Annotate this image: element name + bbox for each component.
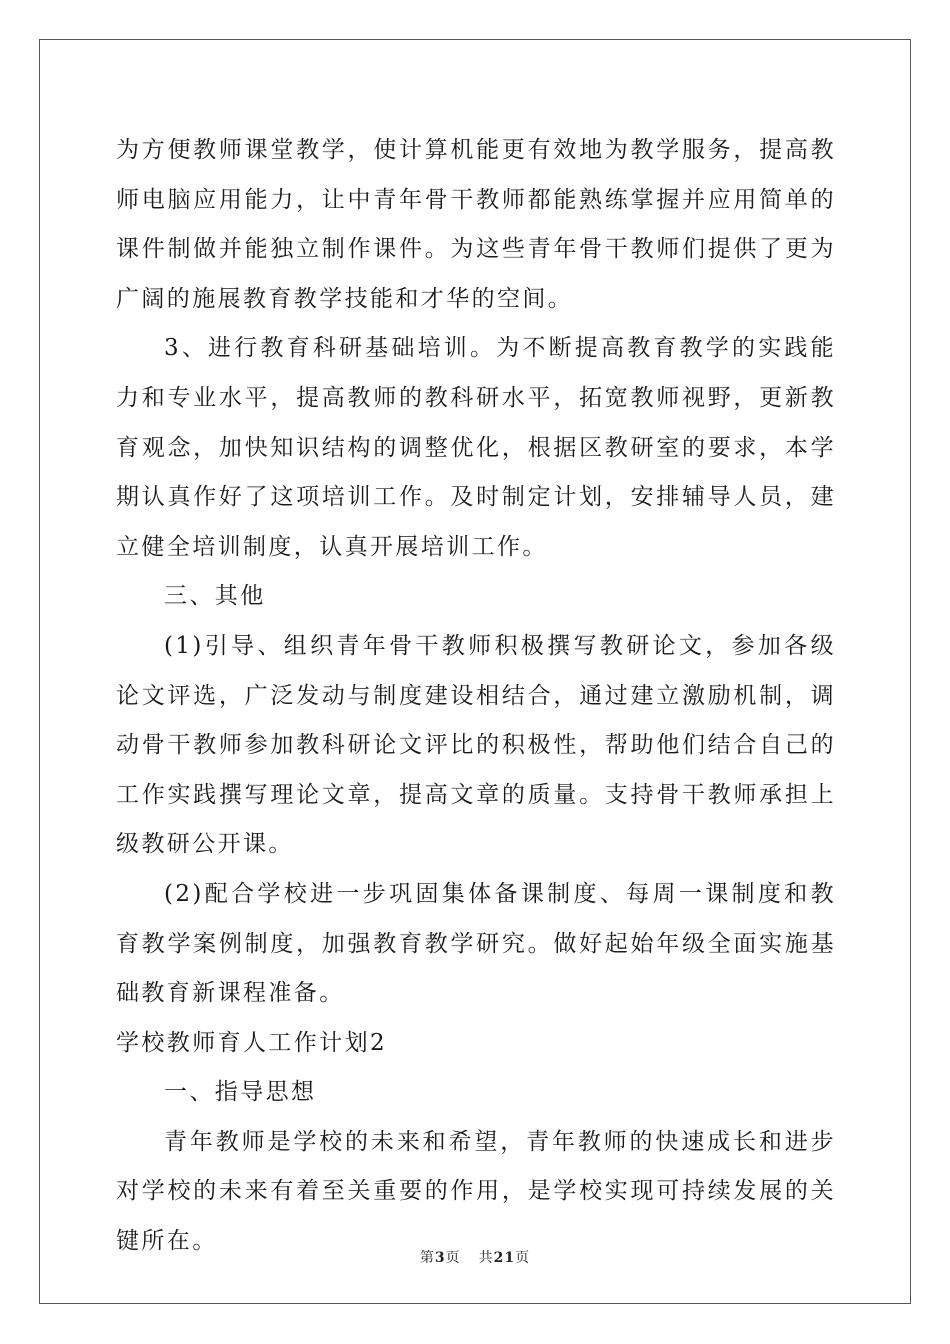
paragraph-item-1: (1)引导、组织青年骨干教师积极撰写教研论文，参加各级论文评选，广泛发动与制度建设相结合，通过建立激励机制，调动骨干教师参加教科研论文评比的积极性，帮助他们结合自己的工作实践撰写理论文章，提高文章的质量。支持骨干教师承担上级教研公开课。 <box>116 632 836 858</box>
total-prefix: 共 <box>478 1250 494 1266</box>
paragraph-guiding-ideas: 青年教师是学校的未来和希望，青年教师的快速成长和进步对学校的未来有着至关重要的作用，是学校实现可持续发展的关键所在。 <box>116 1128 836 1255</box>
page-prefix: 第 <box>419 1250 435 1266</box>
section-heading-other: 三、其他 <box>164 583 266 610</box>
document-body <box>116 126 836 1267</box>
page-footer <box>0 1247 950 1267</box>
total-pages: 21 <box>493 1250 516 1266</box>
paragraph-2: 3、进行教育科研基础培训。为不断提高教育教学的实践能力和专业水平，提高教师的教科研水平，拓宽教师视野，更新教育观念，加快知识结构的调整优化，根据区教研室的要求，本学期认真作好了这项培训工作。及时制定计划，安排辅导人员，建立健全培训制度，认真开展培训工作。 <box>116 335 836 560</box>
total-suffix: 页 <box>515 1250 531 1266</box>
paragraph-1: 为方便教师课堂教学，使计算机能更有效地为教学服务，提高教师电脑应用能力，让中青年骨干教师都能熟练掌握并应用简单的课件制做并能独立制作课件。为这些青年骨干教师们提供了更为广阔的施展教育教学技能和才华的空间。 <box>116 137 836 312</box>
section-heading-guiding-ideas: 一、指导思想 <box>164 1079 317 1106</box>
page-suffix: 页 <box>445 1250 461 1266</box>
paragraph-item-2: (2)配合学校进一步巩固集体备课制度、每周一课制度和教育教学案例制度，加强教育教学研究。做好起始年级全面实施基础教育新课程准备。 <box>116 880 836 1007</box>
document-title: 学校教师育人工作计划2 <box>116 1029 388 1056</box>
page-number: 3 <box>434 1250 446 1266</box>
